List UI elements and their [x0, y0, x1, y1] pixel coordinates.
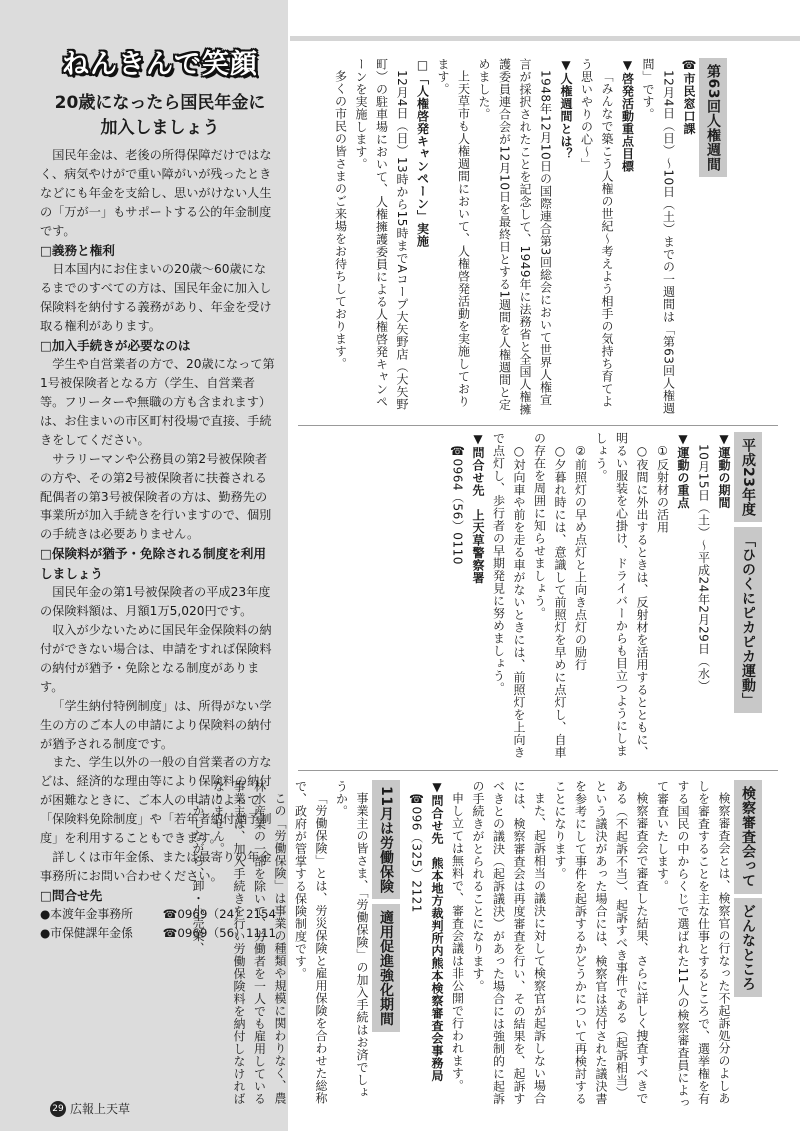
paragraph: ②前照灯の早め点灯と上向き点灯の励行	[573, 444, 588, 671]
article-heading: 第63回人権週間	[699, 58, 727, 177]
title-line-1: 20歳になったら国民年金に	[54, 93, 266, 113]
section-heading: □問合せ先	[40, 887, 103, 903]
section-divider	[298, 770, 778, 771]
paragraph: 検察審査会で審査した結果、さらに詳しく捜査すべきである（不起訴不当）、起訴すべき事件である（起訴相当）という議決があった場合には、検察官は送付された議決書を参考にして事件を起訴するかどうかについて再検討することになります。	[553, 780, 649, 1105]
article-heading-line1: 検察審査会って	[734, 780, 762, 894]
paragraph: しかしながら、卸・小売業、	[191, 792, 205, 955]
page-footer	[50, 1100, 130, 1117]
paragraph: ①反射材の活用	[655, 444, 670, 534]
contact-tel: ☎0969（24）2154	[162, 907, 276, 922]
human-rights-article	[298, 58, 733, 418]
paragraph: ☎0964（56）0110	[450, 444, 465, 565]
paragraph: 学生や自営業者の方で、20歳になって第1号被保険者となる方（学生、自営業者等。フリーターや無職の方も含まれます）は、お住まいの市区町村役場で直接、手続きをしてください。	[40, 357, 275, 447]
paragraph: 多くの市民の皆さまのご来場をお待ちしております。	[333, 70, 348, 370]
paragraph: また、学生以外の一般の自営業者の方などは、経済的な理由等により保険料の納付が困難なときに、ご本人の申請によって「保険料免除制度」や「若年者納付猶予制度」を利用することもできます。	[40, 755, 272, 846]
article-heading-line2: どんなところ	[734, 898, 762, 997]
section-heading: □保険料が猶予・免除される制度を利用しましょう	[40, 546, 266, 581]
department-label: ☎市民窓口課	[682, 58, 696, 135]
header-rule	[290, 36, 800, 41]
paragraph: ○夜間に外出するときは、反射材を活用するとともに、明るい服装を心掛け、ドライバーからも目立つようにしましょう。	[594, 432, 649, 759]
contact-name: ●市保健課年金係	[40, 925, 133, 940]
subheading: ▼運動の期間	[717, 432, 731, 509]
article-heading-line1: 平成23年度	[734, 432, 762, 522]
paragraph: 日本国内にお住まいの20歳～60歳になるまでのすべての方は、国民年金に加入し保険料を納付する義務があり、年金を受け取る権利があります。	[40, 262, 272, 333]
intro-paragraph: 国民年金は、老後の所得保障だけではなく、病気やけがで重い障がいが残ったときなどにも年金を支給し、思いがけない人生の「万が一」もサポートする公的年金制度です。	[40, 148, 272, 238]
contact-tel: ☎0969（56）1111	[162, 925, 276, 940]
paragraph: ☎096（325）2121	[409, 792, 424, 913]
article-heading-line1: 11月は労働保険	[372, 780, 400, 899]
section-divider	[298, 425, 778, 426]
paragraph: 国民年金の第1号被保険者の平成23年度の保険料額は、月額1万5,020円です。	[40, 585, 271, 619]
section-heading: □義務と権利	[40, 242, 115, 258]
contact-name: ●本渡年金事務所	[40, 907, 133, 922]
subheading: ▼問合せ先 熊本地方裁判所内熊本検察審査会事務局	[430, 780, 444, 1082]
paragraph: また、起訴相当の議決に対して検察官が起訴しない場合には、検察審査会は再度審査を行い、その結果を、起訴すべきとの議決（起訴議決）があった場合には強制的に起訴の手続きがとられることになります。	[471, 780, 547, 1105]
paragraph: ○夕暮れ時には、意識して前照灯を早めに点灯し、自車の存在を周囲に知らせましょう。	[532, 432, 567, 759]
paragraph: 収入が少ないために国民年金保険料の納付ができない場合は、申請をすれば保険料の納付が猶予・免除となる制度があります。	[40, 623, 272, 694]
paragraph: 12月4日（日）～10日（土）までの一週間は「第63回人権週間」です。	[641, 58, 676, 415]
traffic-campaign-article	[298, 432, 768, 762]
paragraph: 「学生納付特例制度」は、所得がない学生の方のご本人の申請により保険料の納付が猶予される制度です。	[40, 698, 272, 751]
section-heading: □加入手続きが必要なのは	[40, 337, 191, 353]
paragraph: 「みんなで築こう人権の世紀～考えよう相手の気持ち育てよう思いやりの心～」	[579, 58, 614, 408]
article-heading-line2: 適用促進強化期間	[372, 904, 400, 1032]
paragraph: 「労働保険」とは、労災保険と雇用保険を合わせた総称で、政府が管掌する保険制度です。	[293, 780, 328, 1105]
paragraph: 上天草市も人権週間において、人権啓発活動を実施しております。	[436, 58, 471, 408]
page-number: 29	[50, 1101, 66, 1117]
paragraph: この「労働保険」は事業の種類や規模に関わりなく、農林水産業の一部を除いて、労働者を一人でも雇用している事業主は、加入手続きを行い労働保険料を納付しなければなりません。	[211, 780, 287, 1105]
article-title	[40, 91, 280, 140]
paragraph: 検察審査会とは、検察官の行なった不起訴処分のよしあしを審査することを主な仕事とするところで、選挙権を有する国民の中からくじで選ばれた11人の検察審査員によって審査いたします。	[655, 780, 731, 1109]
publication-name: 広報上天草	[70, 1102, 131, 1116]
subheading: ▼運動の重点	[676, 432, 690, 509]
paragraph: 12月4日（日）13時から15時までAコープ大矢野店（大矢野町）の駐車場において、人権擁護委員による人権啓発キャンペーンを実施します。	[354, 58, 409, 411]
paragraph: 事業主の皆さま、「労働保険」の加入手続はお済でしょうか。	[334, 780, 369, 1099]
title-line-2: 加入しましょう	[100, 117, 220, 138]
paragraph: ○対向車や前を走る車がないときには、前照灯を上向きで点灯し、歩行者の早期発見に努めましょう。	[491, 432, 526, 759]
paragraph: サラリーマンや公務員の第2号被保険者の方や、その第2号被保険者に扶養される配偶者の第3号被保険者の方は、勤務先の事業所が加入手続きを行いますので、個別の手続きは必要ありません。	[40, 451, 272, 542]
subheading: □「人権啓発キャンペーン」実施	[415, 58, 430, 248]
paragraph: 詳しくは市年金係、または最寄りの年金事務所にお問い合わせください。	[40, 849, 272, 883]
subheading: ▼人権週間とは？	[559, 58, 573, 160]
paragraph: 10月15日（土）～平成24年2月29日（水）	[696, 444, 711, 693]
subheading: ▼啓発活動重点目標	[620, 58, 635, 173]
subheading: ▼問合せ先 上天草警察署	[471, 432, 485, 584]
paragraph: 1948年12月10日の国際連合第3回総会において世界人権宣言が採択されたことを記念して、1949年に法務省と全国人権擁護委員連合会が12月10日を最終日とする1週間を人権週間と定めました。	[477, 58, 553, 416]
paragraph: 申し立ては無料で、審査会議は非公開で行われます。	[450, 792, 465, 1092]
article-heading-line2: 「ひのくにピカピカ運動」	[734, 527, 762, 713]
brand-logo: ねんきんで笑顔	[62, 49, 258, 80]
